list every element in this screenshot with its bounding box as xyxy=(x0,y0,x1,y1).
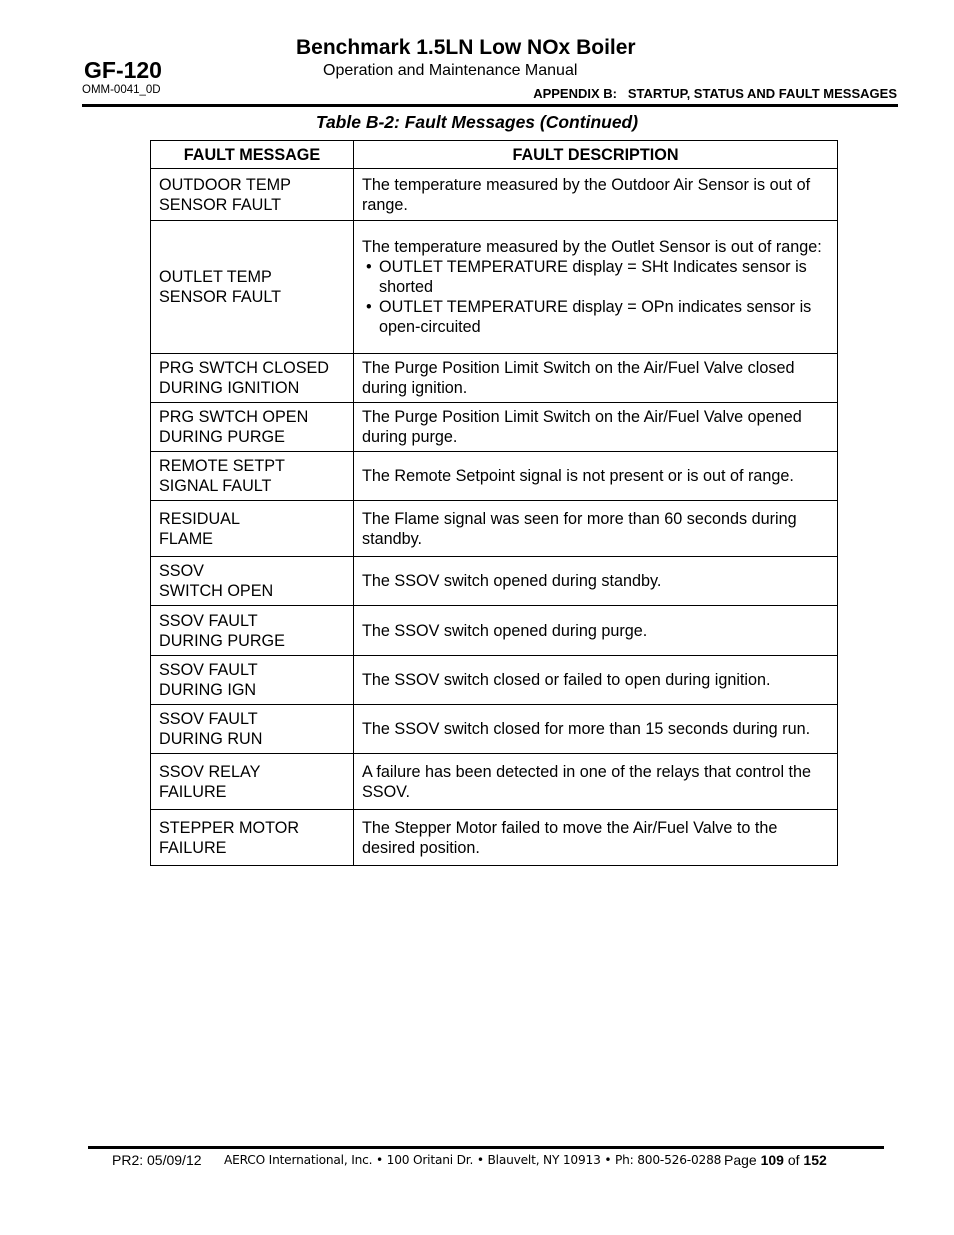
fault-description-cell: The SSOV switch opened during standby. xyxy=(354,557,838,606)
page-total: 152 xyxy=(803,1152,827,1168)
fault-message-cell: OUTLET TEMP SENSOR FAULT xyxy=(151,221,354,354)
page-of: of xyxy=(787,1152,800,1168)
fault-description-bullets xyxy=(362,257,829,337)
footer-company-info: AERCO International, Inc. • 100 Oritani Dr. • Blauvelt, NY 10913 • Ph: 800-526-0288 xyxy=(224,1153,722,1167)
table-row xyxy=(151,354,838,403)
fault-description-cell: A failure has been detected in one of the relays that control the SSOV. xyxy=(354,754,838,810)
footer-revision: PR2: 05/09/12 xyxy=(112,1152,202,1168)
document-number: OMM-0041_0D xyxy=(82,84,161,96)
document-code: GF-120 xyxy=(84,57,162,83)
table-row xyxy=(151,606,838,656)
fault-description-cell: The SSOV switch opened during purge. xyxy=(354,606,838,656)
fault-description-cell: The SSOV switch closed or failed to open during ignition. xyxy=(354,656,838,705)
bullet-item: • OUTLET TEMPERATURE display = OPn indicates sensor is open-circuited xyxy=(379,297,829,337)
fault-description-cell: The Stepper Motor failed to move the Air/Fuel Valve to the desired position. xyxy=(354,810,838,866)
document-title: Benchmark 1.5LN Low NOx Boiler xyxy=(296,36,636,59)
bullet-item: • OUTLET TEMPERATURE display = SHt Indicates sensor is shorted xyxy=(379,257,829,297)
table-row xyxy=(151,169,838,221)
fault-description-cell: The temperature measured by the Outdoor Air Sensor is out of range. xyxy=(354,169,838,221)
fault-description-cell: The Purge Position Limit Switch on the Air/Fuel Valve opened during purge. xyxy=(354,403,838,452)
fault-message-cell: SSOV RELAY FAILURE xyxy=(151,754,354,810)
document-subtitle: Operation and Maintenance Manual xyxy=(323,62,578,79)
fault-message-cell: RESIDUAL FLAME xyxy=(151,501,354,557)
column-header-fault-message: FAULT MESSAGE xyxy=(151,141,354,169)
table-row xyxy=(151,754,838,810)
footer-page-number xyxy=(724,1152,827,1168)
column-header-fault-description: FAULT DESCRIPTION xyxy=(354,141,838,169)
fault-message-cell: SSOV FAULT DURING IGN xyxy=(151,656,354,705)
table-row xyxy=(151,403,838,452)
fault-description-cell: The Purge Position Limit Switch on the Air/Fuel Valve closed during ignition. xyxy=(354,354,838,403)
fault-message-cell: SSOV FAULT DURING PURGE xyxy=(151,606,354,656)
fault-description-cell: The Remote Setpoint signal is not present or is out of range. xyxy=(354,452,838,501)
fault-message-cell: OUTDOOR TEMP SENSOR FAULT xyxy=(151,169,354,221)
table-row xyxy=(151,221,838,354)
table-row xyxy=(151,705,838,754)
table-row xyxy=(151,656,838,705)
table-header-row xyxy=(151,141,838,169)
fault-message-cell: REMOTE SETPT SIGNAL FAULT xyxy=(151,452,354,501)
fault-message-cell: PRG SWTCH OPEN DURING PURGE xyxy=(151,403,354,452)
header-rule xyxy=(82,104,898,107)
fault-description-text: The temperature measured by the Outlet Sensor is out of range: xyxy=(362,238,822,256)
footer-rule xyxy=(88,1146,884,1149)
fault-description-cell: The Flame signal was seen for more than 60 seconds during standby. xyxy=(354,501,838,557)
appendix-heading: APPENDIX B: STARTUP, STATUS AND FAULT MESSAGES xyxy=(533,86,897,101)
fault-message-cell: SSOV FAULT DURING RUN xyxy=(151,705,354,754)
fault-message-cell: SSOV SWITCH OPEN xyxy=(151,557,354,606)
table-row xyxy=(151,452,838,501)
table-row xyxy=(151,501,838,557)
table-caption: Table B-2: Fault Messages (Continued) xyxy=(315,112,639,132)
fault-description-cell xyxy=(354,221,838,354)
fault-message-cell: STEPPER MOTOR FAILURE xyxy=(151,810,354,866)
table-row xyxy=(151,557,838,606)
fault-description-cell: The SSOV switch closed for more than 15 seconds during run. xyxy=(354,705,838,754)
page-prefix: Page xyxy=(724,1152,757,1168)
fault-message-cell: PRG SWTCH CLOSED DURING IGNITION xyxy=(151,354,354,403)
table-row xyxy=(151,810,838,866)
fault-messages-table xyxy=(150,140,838,866)
page-current: 109 xyxy=(760,1152,784,1168)
